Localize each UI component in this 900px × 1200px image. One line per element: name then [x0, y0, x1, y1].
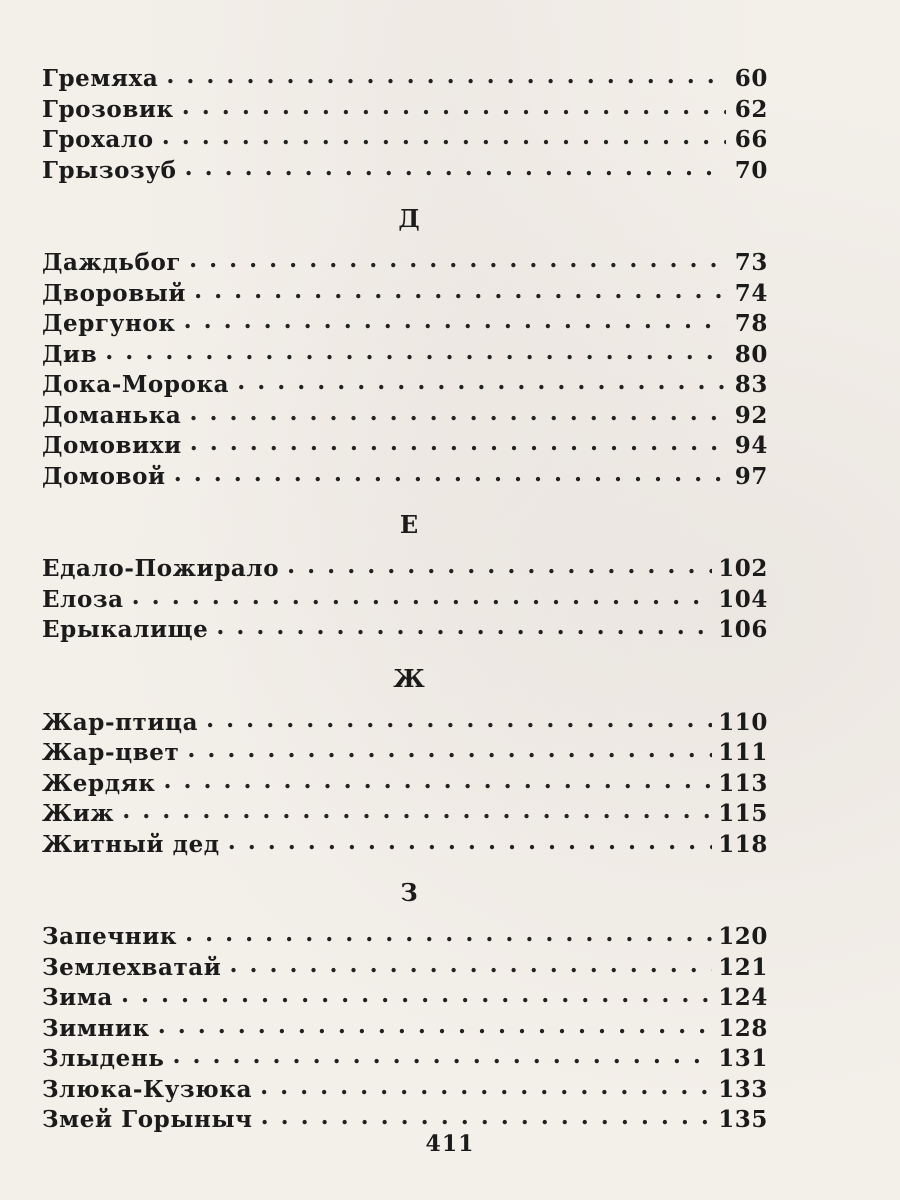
toc-entry[interactable] [42, 1042, 768, 1073]
entry-title: Грызозуб [42, 156, 177, 184]
dot-leader [189, 399, 726, 423]
dot-leader [166, 62, 726, 86]
entry-page-number: 83 [734, 371, 768, 398]
entry-page-number: 131 [718, 1045, 768, 1072]
toc-entry[interactable] [42, 246, 768, 277]
dot-leader [194, 277, 726, 301]
entry-title: Житный дед [42, 830, 220, 858]
dot-leader [162, 123, 726, 147]
toc-entry[interactable] [42, 307, 768, 338]
toc-entry[interactable] [42, 828, 768, 859]
entry-page-number: 73 [734, 249, 768, 276]
dot-leader [229, 951, 712, 975]
entry-page-number: 118 [718, 830, 768, 858]
entry-title: Жердяк [42, 769, 156, 797]
entry-title: Домовой [42, 462, 166, 490]
table-of-contents [42, 62, 768, 1134]
toc-entry[interactable] [42, 93, 768, 124]
entry-page-number: 66 [734, 126, 768, 153]
dot-leader [185, 920, 712, 944]
dot-leader [184, 307, 726, 331]
toc-entry[interactable] [42, 277, 768, 308]
toc-entry[interactable] [42, 736, 768, 767]
entry-title: Змей Горыныч [42, 1106, 253, 1133]
dot-leader [121, 981, 712, 1005]
entry-title: Домовихи [42, 432, 182, 459]
entry-title: Злюка-Кузюка [42, 1075, 253, 1103]
toc-entry[interactable] [42, 552, 768, 583]
dot-leader [237, 368, 726, 392]
dot-leader [228, 828, 712, 852]
entry-page-number: 115 [718, 800, 768, 827]
entry-title: Гремяха [42, 65, 159, 92]
page-number-footer: 411 [425, 1131, 475, 1157]
toc-section [42, 664, 768, 859]
toc-section [42, 510, 768, 644]
entry-page-number: 78 [734, 310, 768, 337]
entry-page-number: 133 [718, 1075, 768, 1103]
entry-page-number: 111 [718, 739, 768, 766]
dot-leader [172, 1042, 712, 1066]
toc-entry[interactable] [42, 1012, 768, 1043]
section-letter: Е [399, 510, 419, 539]
entry-page-number: 113 [718, 769, 768, 797]
entry-page-number: 135 [718, 1106, 768, 1133]
entry-title: Дворовый [42, 279, 187, 307]
entry-page-number: 92 [734, 401, 768, 429]
dot-leader [185, 154, 726, 178]
entry-title: Злыдень [42, 1045, 165, 1072]
entry-page-number: 62 [734, 95, 768, 123]
entry-page-number: 110 [718, 708, 768, 736]
section-letter: Д [398, 204, 420, 233]
toc-entry[interactable] [42, 613, 768, 644]
toc-entry[interactable] [42, 920, 768, 951]
dot-leader [190, 429, 726, 453]
toc-entry[interactable] [42, 399, 768, 430]
section-letter: Ж [393, 663, 425, 693]
entry-page-number: 80 [734, 340, 768, 368]
toc-entry[interactable] [42, 583, 768, 614]
entry-page-number: 94 [734, 432, 768, 459]
entry-page-number: 74 [734, 279, 768, 307]
entry-page-number: 128 [718, 1014, 768, 1042]
entry-page-number: 106 [718, 616, 768, 643]
toc-section [42, 204, 768, 490]
toc-entry[interactable] [42, 797, 768, 828]
dot-leader [261, 1103, 713, 1127]
toc-entry[interactable] [42, 706, 768, 737]
entry-page-number: 97 [734, 462, 768, 490]
entry-title: Запечник [42, 923, 178, 950]
toc-entry[interactable] [42, 951, 768, 982]
entry-title: Грозовик [42, 95, 174, 123]
entry-title: Грохало [42, 126, 154, 153]
entry-title: Див [42, 340, 98, 368]
entry-title: Жар-птица [42, 708, 199, 736]
entry-title: Зима [42, 984, 113, 1011]
toc-entry[interactable] [42, 154, 768, 185]
dot-leader [158, 1012, 712, 1036]
toc-entry[interactable] [42, 767, 768, 798]
entry-title: Едало-Пожирало [42, 555, 280, 582]
toc-entry[interactable] [42, 123, 768, 154]
toc-entry[interactable] [42, 1073, 768, 1104]
toc-entry[interactable] [42, 460, 768, 491]
toc-entry[interactable] [42, 338, 768, 369]
dot-leader [174, 460, 726, 484]
toc-entry[interactable] [42, 429, 768, 460]
entry-page-number: 70 [734, 156, 768, 184]
toc-entry[interactable] [42, 981, 768, 1012]
entry-page-number: 120 [718, 923, 768, 950]
dot-leader [260, 1073, 712, 1097]
dot-leader [287, 552, 712, 576]
entry-title: Доманька [42, 401, 182, 429]
entry-title: Елоза [42, 585, 124, 613]
toc-entry[interactable] [42, 368, 768, 399]
entry-title: Жиж [42, 800, 115, 827]
toc-section [42, 62, 768, 184]
dot-leader [182, 93, 726, 117]
entry-title: Дока-Морока [42, 371, 230, 398]
entry-page-number: 124 [718, 984, 768, 1011]
entry-page-number: 121 [718, 953, 768, 981]
entry-title: Даждьбог [42, 249, 182, 276]
entry-title: Жар-цвет [42, 739, 180, 766]
dot-leader [105, 338, 726, 362]
toc-entry[interactable] [42, 1103, 768, 1134]
entry-title: Ерыкалище [42, 616, 209, 643]
dot-leader [206, 706, 712, 730]
toc-entry[interactable] [42, 62, 768, 93]
dot-leader [122, 797, 712, 821]
entry-page-number: 102 [718, 555, 768, 582]
entry-page-number: 60 [734, 65, 768, 92]
entry-title: Дергунок [42, 310, 176, 337]
dot-leader [216, 613, 712, 637]
entry-title: Зимник [42, 1014, 150, 1042]
entry-title: Землехватай [42, 953, 222, 981]
dot-leader [189, 246, 726, 270]
dot-leader [132, 583, 713, 607]
toc-section [42, 878, 768, 1134]
dot-leader [163, 767, 712, 791]
entry-page-number: 104 [718, 585, 768, 613]
section-letter: З [400, 878, 418, 907]
dot-leader [187, 736, 712, 760]
